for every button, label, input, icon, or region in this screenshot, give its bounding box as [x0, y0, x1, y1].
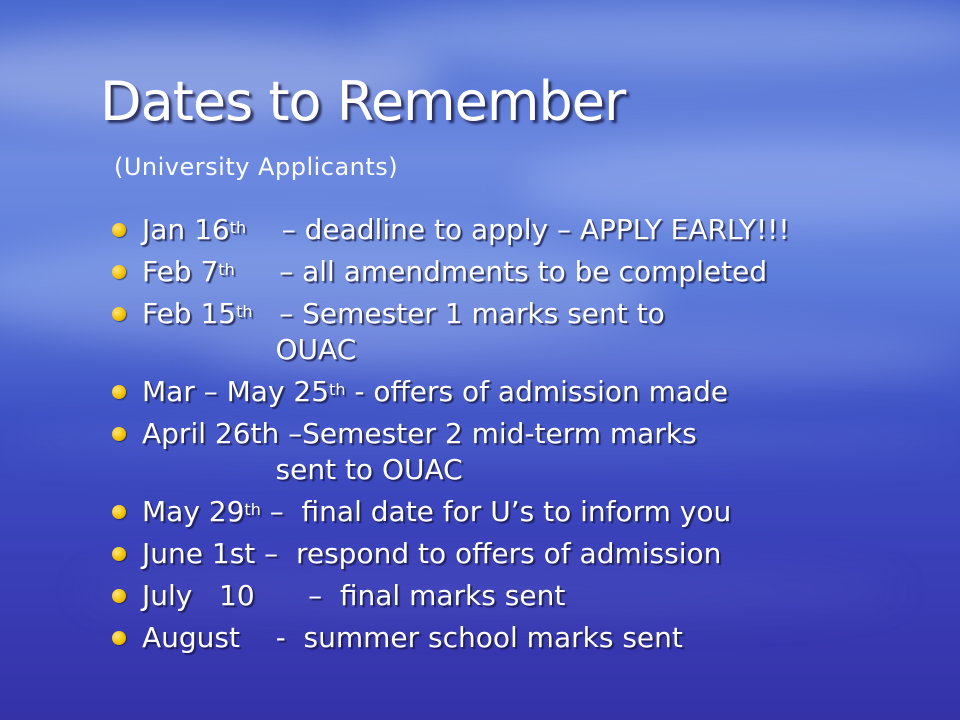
- item-text-rest: - offers of admission made: [345, 375, 729, 408]
- list-item: [108, 578, 790, 614]
- slide-subtitle: (University Applicants): [114, 153, 399, 181]
- bullet-icon: [112, 427, 126, 441]
- item-text: April 26th –Semester 2 mid-term marks sent to OUAC: [142, 417, 697, 486]
- item-text-rest: – deadline to apply – APPLY EARLY!!!: [246, 213, 790, 246]
- item-text: May 29: [142, 495, 245, 528]
- bullet-icon: [112, 307, 126, 321]
- slide-title: Dates to Remember: [100, 70, 626, 133]
- bullet-icon: [112, 547, 126, 561]
- item-text: July 10 – final marks sent: [142, 579, 566, 612]
- bullet-icon: [112, 265, 126, 279]
- bullet-icon: [112, 589, 126, 603]
- item-superscript: th: [244, 500, 261, 519]
- list-item: [108, 416, 790, 488]
- item-superscript: th: [229, 218, 247, 237]
- item-superscript: th: [329, 380, 346, 399]
- item-text: Feb 15: [142, 297, 237, 330]
- bullet-icon: [112, 505, 126, 519]
- item-superscript: th: [218, 260, 235, 279]
- item-text: August - summer school marks sent: [142, 621, 683, 654]
- bullet-icon: [112, 385, 126, 399]
- list-item: [108, 374, 790, 410]
- item-text: Jan 16: [142, 213, 230, 246]
- item-text: Mar – May 25: [142, 375, 330, 408]
- list-item: [108, 494, 790, 530]
- item-text-rest: – final date for U’s to inform you: [260, 495, 732, 528]
- item-text: Feb 7: [142, 255, 219, 288]
- list-item: [108, 212, 790, 248]
- dates-list: [108, 212, 790, 662]
- item-text-rest: – all amendments to be completed: [234, 255, 768, 288]
- item-superscript: th: [236, 302, 253, 321]
- list-item: [108, 536, 790, 572]
- list-item: [108, 254, 790, 290]
- bullet-icon: [112, 223, 126, 237]
- list-item: [108, 296, 790, 368]
- item-text-rest: – Semester 1 marks sent to OUAC: [275, 297, 665, 366]
- item-text: June 1st – respond to offers of admission: [142, 537, 722, 570]
- bullet-icon: [112, 631, 126, 645]
- list-item: [108, 620, 790, 656]
